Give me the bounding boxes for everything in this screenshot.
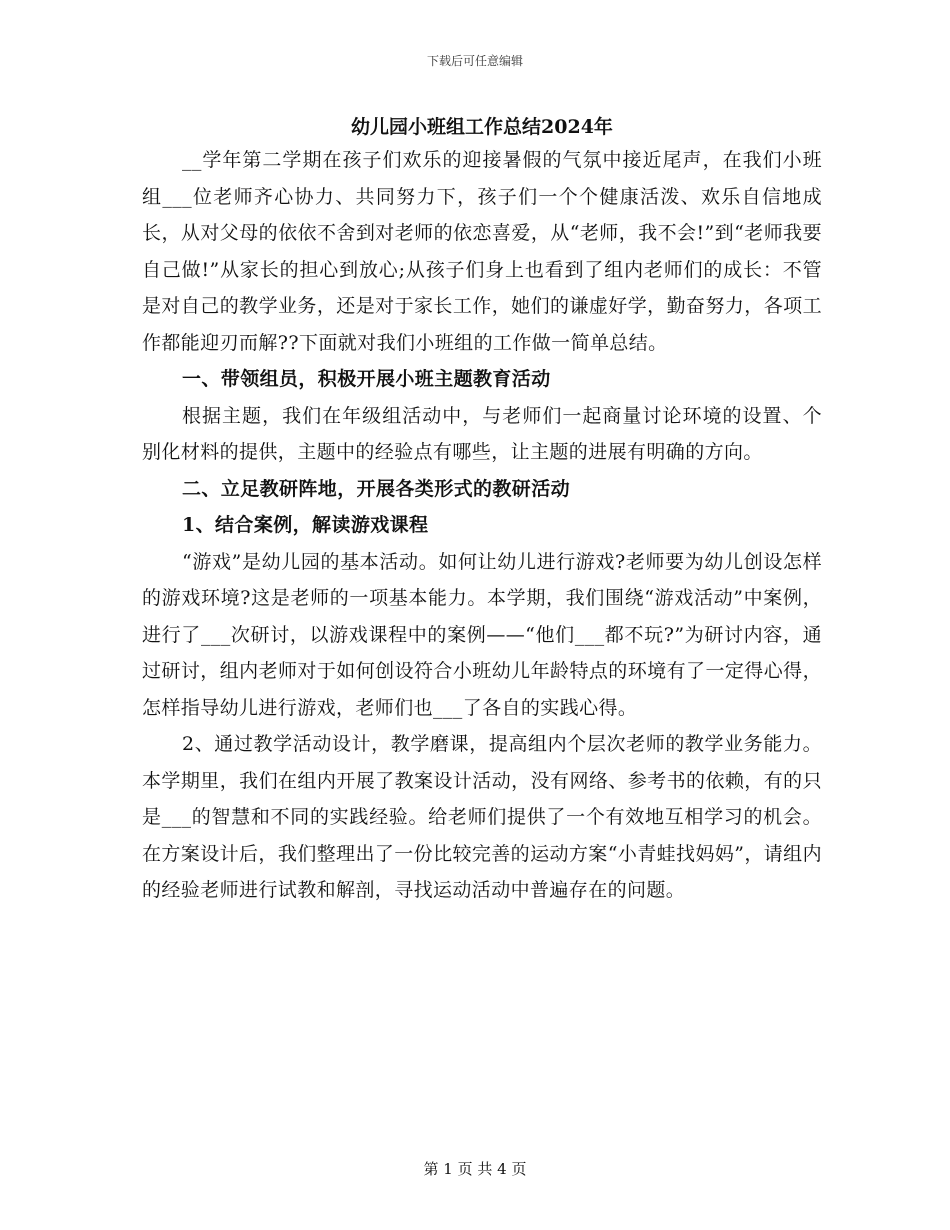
subsection-2-paragraph: 2、通过教学活动设计，教学磨课，提高组内个层次老师的教学业务能力。本学期里，我们在组内开展了教案设计活动，没有网络、参考书的依赖，有的只是___的智慧和不同的实践经验。给老师们提供了一个有效地互相学习的机会。在方案设计后，我们整理出了一份比较完善的运动方案“小青蛙找妈妈”，请组内的经验老师进行试教和解剖，寻找运动活动中普遍存在的问题。 — [142, 733, 822, 901]
page-number: 第 1 页 共 4 页 — [423, 1160, 527, 1178]
document-title: 幼儿园小班组工作总结2024年 — [351, 116, 613, 138]
section-1-heading: 一、带领组员，积极开展小班主题教育活动 — [182, 368, 551, 390]
document-body — [142, 112, 822, 909]
section-2-heading: 二、立足教研阵地，开展各类形式的教研活动 — [182, 477, 571, 500]
subsection-1-paragraph: “游戏”是幼儿园的基本活动。如何让幼儿进行游戏?老师要为幼儿创设怎样的游戏环境?这是老师的一项基本能力。本学期，我们围绕“游戏活动”中案例，进行了___次研讨，以游戏课程中的案例——“他们___都不玩?”为研讨内容，通过研讨，组内老师对于如何创设符合小班幼儿年龄特点的环境有了一定得心得，怎样指导幼儿进行游戏，老师们也___了各自的实践心得。 — [142, 550, 822, 719]
section-1-paragraph: 根据主题，我们在年级组活动中，与老师们一起商量讨论环境的设置、个别化材料的提供，主题中的经验点有哪些，让主题的进展有明确的方向。 — [142, 404, 822, 463]
intro-paragraph: __学年第二学期在孩子们欢乐的迎接暑假的气氛中接近尾声，在我们小班组___位老师齐心协力、共同努力下，孩子们一个个健康活泼、欢乐自信地成长，从对父母的依依不舍到对老师的依恋喜爱，从“老师，我不会!”到“老师我要自己做!”从家长的担心到放心;从孩子们身上也看到了组内老师们的成长：不管是对自己的教学业务，还是对于家长工作，她们的谦虚好学，勤奋努力，各项工作都能迎刃而解??下面就对我们小班组的工作做一简单总结。 — [142, 149, 822, 354]
header-note: 下载后可任意编辑 — [426, 54, 523, 68]
subsection-1-heading: 1、结合案例，解读游戏课程 — [182, 514, 429, 536]
